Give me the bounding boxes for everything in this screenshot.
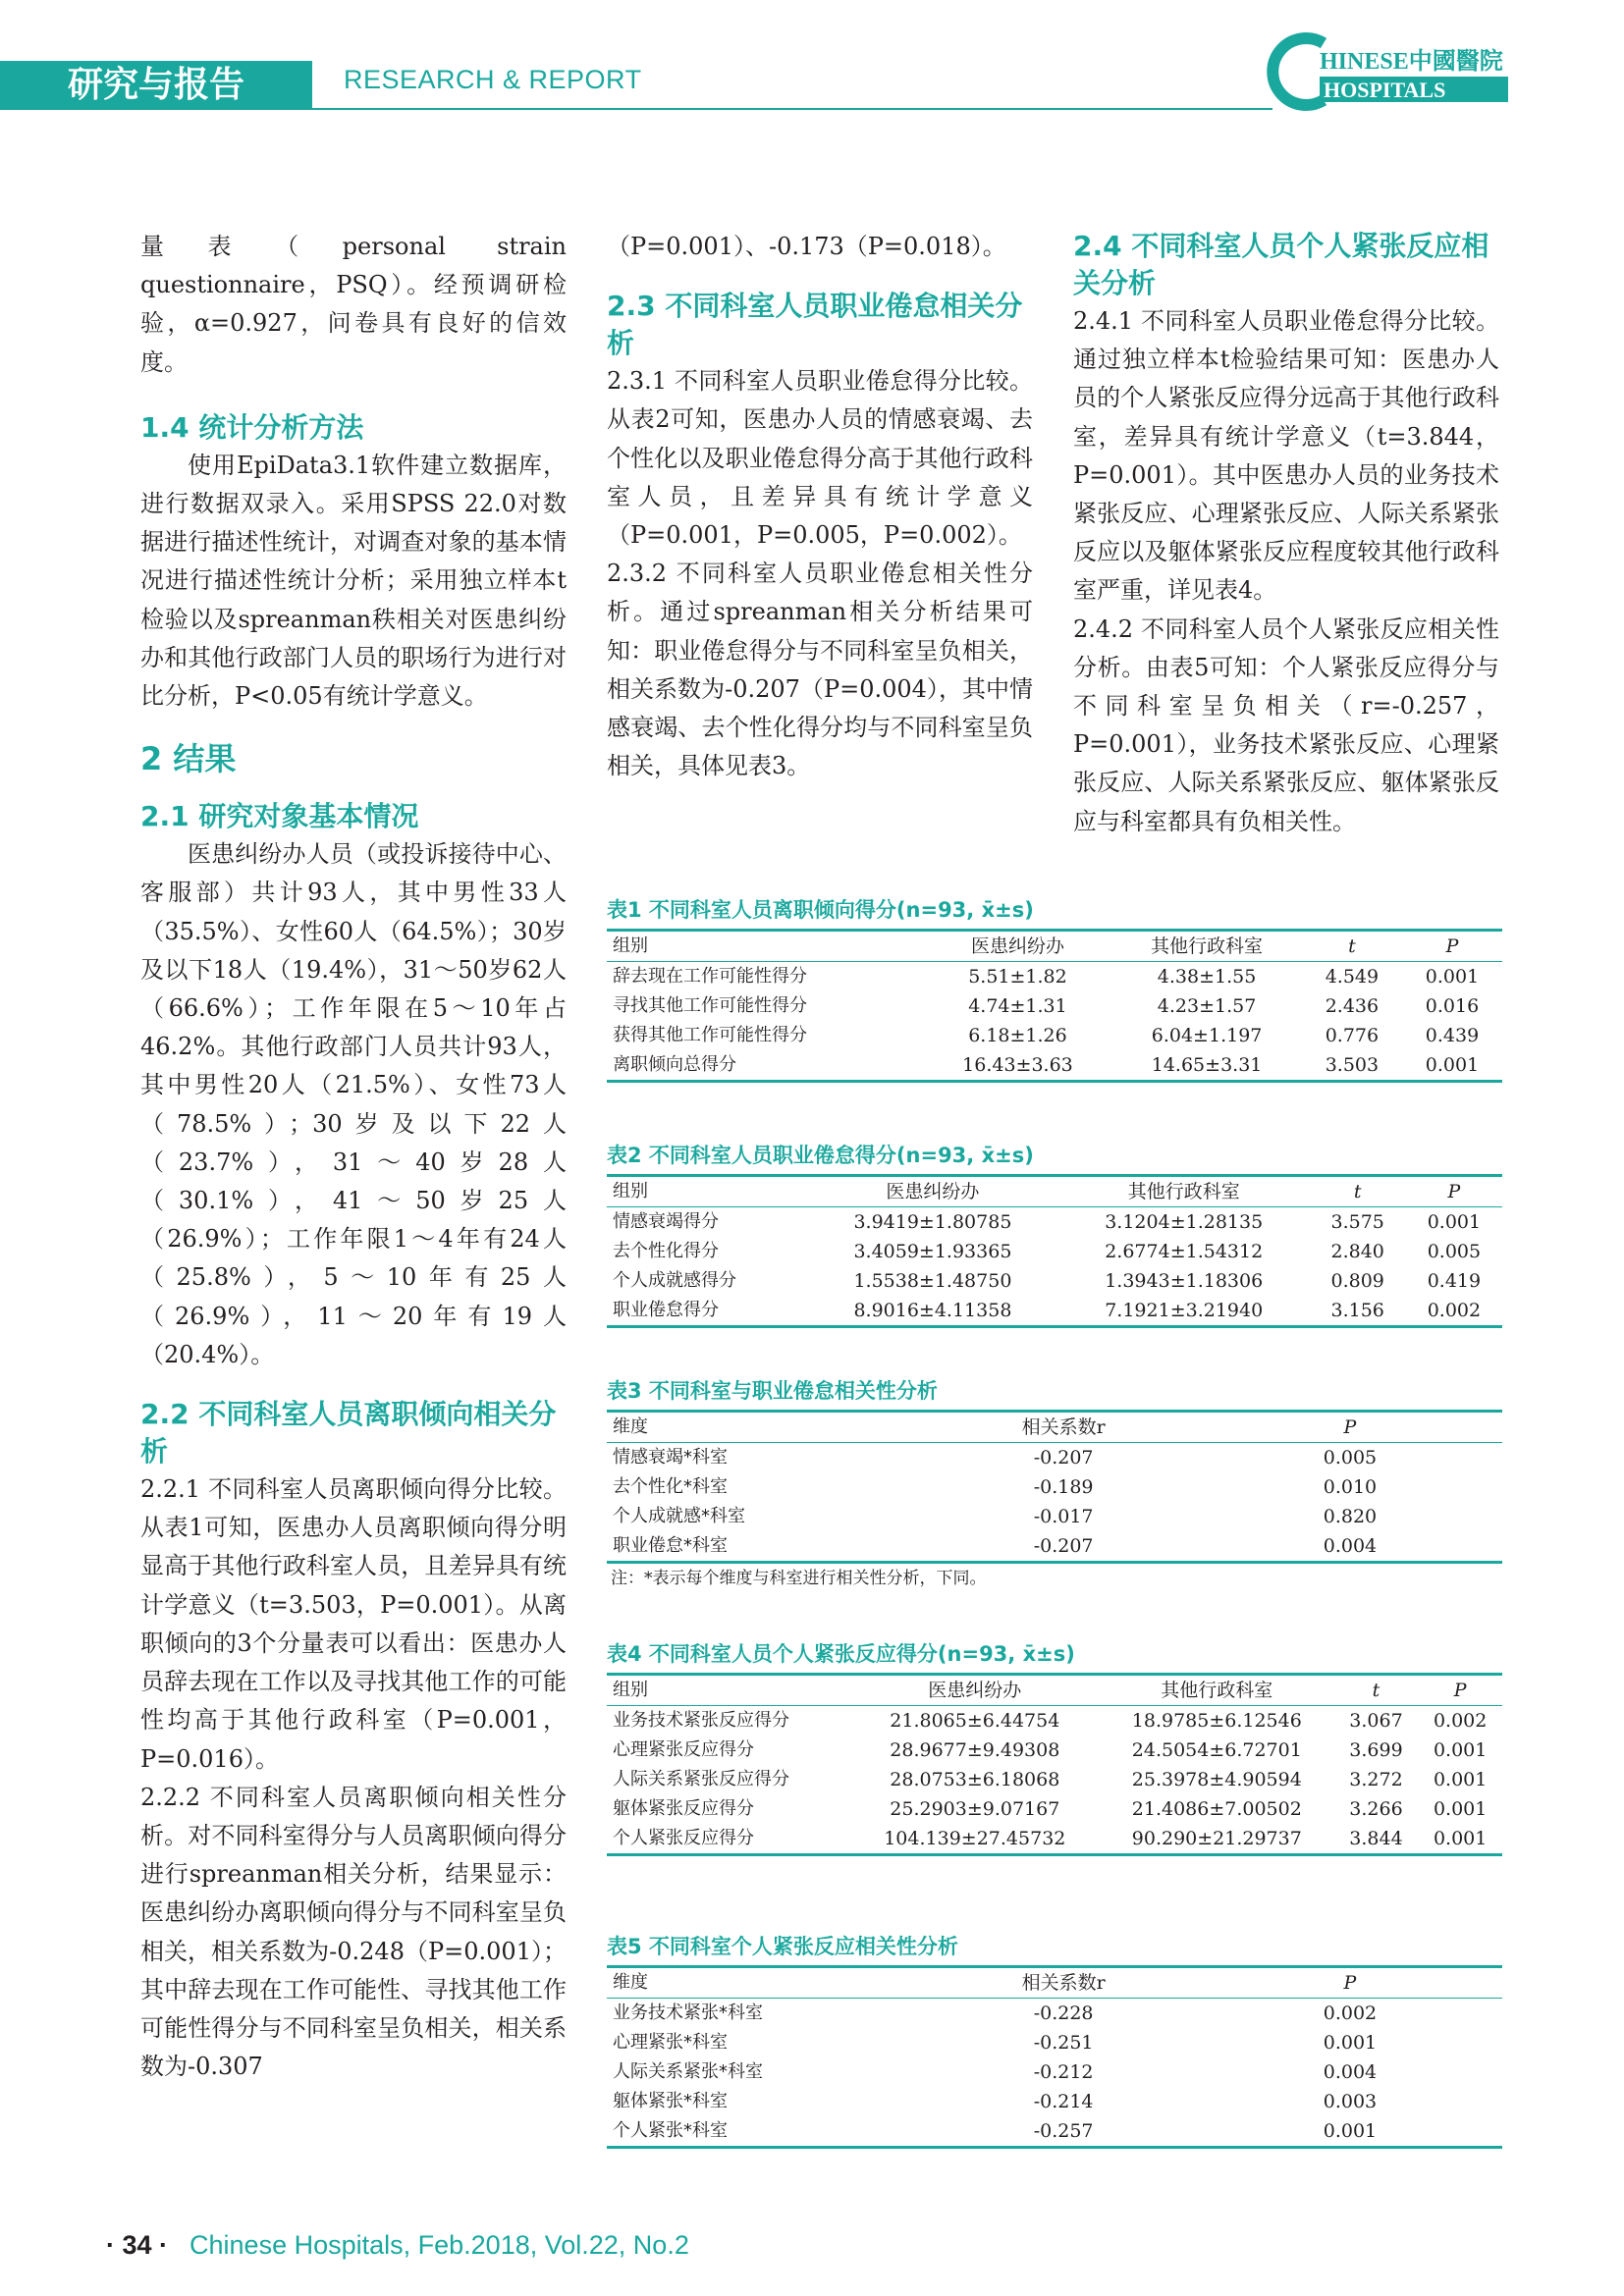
- table-cell: 0.419: [1427, 1270, 1482, 1292]
- table-cell: 2.6774±1.54312: [1105, 1241, 1264, 1262]
- table-cell: 躯体紧张*科室: [613, 2091, 728, 2111]
- column-header: 医患纠纷办: [886, 1181, 980, 1202]
- paragraph: （P=0.001）、-0.173（P=0.018）。: [607, 233, 1006, 260]
- table-cell: 个人紧张*科室: [613, 2120, 728, 2141]
- table-row: [607, 1502, 1502, 1531]
- table-cell: 0.820: [1323, 1506, 1378, 1527]
- column-header: 组别: [613, 1680, 648, 1700]
- table-cell: -0.017: [1033, 1506, 1094, 1527]
- table-title: 表4 不同科室人员个人紧张反应得分(n=93, x̄±s): [607, 1642, 1075, 1666]
- table-cell: 3.272: [1349, 1769, 1403, 1790]
- table-cell: 3.067: [1349, 1710, 1403, 1732]
- table-cell: 0.001: [1427, 1211, 1482, 1233]
- table-cell: 25.2903±9.07167: [890, 1798, 1060, 1820]
- column-header: 维度: [613, 1972, 648, 1993]
- table-cell: 2.436: [1325, 995, 1380, 1017]
- paragraph: 量表（personal strain questionnaire，PSQ）。经预调研检验，α=0.927，问卷具有良好的信效度。: [140, 233, 567, 376]
- table-cell: 3.156: [1330, 1300, 1384, 1321]
- table-cell: 辞去现在工作可能性得分: [613, 966, 807, 987]
- text-column-3: [1073, 228, 1499, 841]
- table-row: [607, 1472, 1502, 1502]
- table-5: [607, 1932, 1502, 2149]
- table-cell: 人际关系紧张反应得分: [613, 1769, 789, 1789]
- column-header: P: [1343, 1416, 1357, 1438]
- table-cell: -0.228: [1033, 2002, 1094, 2024]
- table-cell: 去个性化得分: [613, 1241, 719, 1261]
- column-header: P: [1343, 1972, 1357, 1994]
- table-cell: 3.1204±1.28135: [1105, 1211, 1264, 1233]
- table-cell: 3.575: [1330, 1211, 1384, 1233]
- table-cell: 0.005: [1427, 1241, 1482, 1262]
- paragraph: 2.2.2 不同科室人员离职倾向相关性分析。对不同科室得分与人员离职倾向得分进行spreanman相关分析，结果显示：医患纠纷办离职倾向得分与不同科室呈负相关，相关系数为-0.248（P=0.001）；其中辞去现在工作可能性、寻找其他工作可能性得分与不同科室呈负相关，相关系数为-0.307: [140, 1783, 567, 2081]
- column-header: t: [1348, 935, 1356, 957]
- table-cell: 16.43±3.63: [962, 1054, 1073, 1076]
- table-cell: 24.5054±6.72701: [1131, 1739, 1302, 1761]
- paragraph: 2.3.2 不同科室人员职业倦怠相关性分析。通过spreanman相关分析结果可知：职业倦怠得分与不同科室呈负相关，相关系数为-0.207（P=0.004），其中情感衰竭、去个性化得分均与不同科室呈负相关，具体见表3。: [607, 560, 1033, 780]
- table-cell: 离职倾向总得分: [613, 1054, 736, 1075]
- table-cell: 0.001: [1433, 1739, 1488, 1761]
- table-cell: 躯体紧张反应得分: [613, 1798, 754, 1819]
- journal-logo: [1267, 29, 1522, 112]
- table-row: [607, 1296, 1502, 1327]
- data-table: [607, 1965, 1502, 2149]
- table-cell: -0.251: [1033, 2032, 1094, 2054]
- section-english-title: RESEARCH & REPORT: [344, 65, 642, 94]
- column-header: P: [1445, 935, 1459, 957]
- table-cell: 心理紧张反应得分: [613, 1739, 754, 1760]
- table-cell: 去个性化*科室: [613, 1476, 728, 1497]
- paragraph: 2.4.2 不同科室人员个人紧张反应相关性分析。由表5可知：个人紧张反应得分与不同科室呈负相关（r=-0.257，P=0.001），业务技术紧张反应、心理紧张反应、人际关系紧张反应、躯体紧张反应与科室都具有负相关性。: [1073, 614, 1499, 835]
- paragraph: 2.3.1 不同科室人员职业倦怠得分比较。从表2可知，医患办人员的情感衰竭、去个性化以及职业倦怠得分高于其他行政科室人员，且差异具有统计学意义（P=0.001，P=0.005，P=0.002）。: [607, 367, 1033, 550]
- table-row: [607, 2028, 1502, 2057]
- table-cell: 个人成就感*科室: [613, 1506, 745, 1526]
- table-cell: 情感衰竭得分: [613, 1211, 719, 1232]
- table-title: 表5 不同科室个人紧张反应相关性分析: [607, 1935, 958, 1958]
- table-cell: 0.016: [1425, 995, 1480, 1017]
- table-cell: 1.5538±1.48750: [853, 1270, 1012, 1292]
- table-row: [607, 1266, 1502, 1296]
- table-cell: 0.001: [1433, 1798, 1488, 1820]
- column-header: t: [1372, 1680, 1380, 1701]
- table-cell: -0.257: [1033, 2120, 1094, 2142]
- section-heading-2-4: 2.4 不同科室人员个人紧张反应相关分析: [1073, 230, 1489, 299]
- table-cell: 28.9677±9.49308: [890, 1739, 1060, 1761]
- table-row: [607, 1794, 1502, 1824]
- table-cell: 个人紧张反应得分: [613, 1828, 754, 1848]
- table-cell: 3.266: [1349, 1798, 1403, 1820]
- table-cell: 人际关系紧张*科室: [613, 2061, 763, 2082]
- table-cell: 0.001: [1433, 1828, 1488, 1849]
- table-row: [607, 1443, 1502, 1473]
- header-rule: [312, 108, 1272, 110]
- table-cell: 情感衰竭*科室: [613, 1447, 728, 1468]
- section-heading-2: 2 结果: [140, 740, 237, 778]
- table-cell: 0.001: [1425, 966, 1480, 988]
- logo-wordmark-top: HINESE中國醫院: [1320, 49, 1503, 75]
- table-cell: 0.001: [1323, 2120, 1378, 2142]
- table-cell: 25.3978±4.90594: [1131, 1769, 1302, 1790]
- table-row: [607, 1824, 1502, 1855]
- table-row: [607, 1207, 1502, 1238]
- table-cell: 0.002: [1433, 1710, 1488, 1732]
- table-3: [607, 1376, 1502, 1591]
- table-cell: -0.214: [1033, 2091, 1094, 2112]
- page-footer: [106, 2230, 689, 2261]
- table-cell: 21.8065±6.44754: [890, 1710, 1060, 1732]
- data-table: [607, 929, 1502, 1083]
- table-title: 表1 不同科室人员离职倾向得分(n=93, x̄±s): [607, 898, 1034, 922]
- table-cell: 104.139±27.45732: [884, 1828, 1066, 1849]
- table-cell: 0.004: [1323, 2061, 1378, 2083]
- table-row: [607, 1050, 1502, 1082]
- section-heading-2-1: 2.1 研究对象基本情况: [140, 800, 419, 833]
- table-cell: 4.38±1.55: [1157, 966, 1257, 988]
- table-cell: 3.9419±1.80785: [853, 1211, 1012, 1233]
- table-cell: 4.74±1.31: [968, 995, 1067, 1017]
- text-column-2: [607, 228, 1033, 785]
- paragraph: 使用EpiData3.1软件建立数据库，进行数据双录入。采用SPSS 22.0对数据进行描述性统计，对调查对象的基本情况进行描述性统计分析；采用独立样本t检验以及spreanman秩相关对医患纠纷办和其他行政部门人员的职场行为进行对比分析，P<0.05有统计学意义。: [140, 451, 567, 711]
- table-row: [607, 1237, 1502, 1266]
- table-title: 表3 不同科室与职业倦怠相关性分析: [607, 1379, 938, 1403]
- logo-wordmark-bottom: HOSPITALS: [1324, 78, 1446, 102]
- table-cell: 0.005: [1323, 1447, 1378, 1468]
- table-cell: 4.23±1.57: [1157, 995, 1257, 1017]
- column-header: P: [1453, 1680, 1467, 1701]
- paragraph: 2.4.1 不同科室人员职业倦怠得分比较。通过独立样本t检验结果可知：医患办人员的个人紧张反应得分远高于其他行政科室，差异具有统计学意义（t=3.844，P=0.001）。其中医患办人员的业务技术紧张反应、心理紧张反应、人际关系紧张反应以及躯体紧张反应程度较其他行政科室严重，详见表4。: [1073, 307, 1499, 605]
- table-cell: 5.51±1.82: [968, 966, 1067, 988]
- table-note: 注：*表示每个维度与科室进行相关性分析，下同。: [611, 1569, 987, 1588]
- table-row: [607, 2087, 1502, 2116]
- table-row: [607, 1021, 1502, 1050]
- page-number: · 34 ·: [106, 2230, 169, 2260]
- section-heading-2-3: 2.3 不同科室人员职业倦怠相关分析: [607, 290, 1023, 360]
- table-row: [607, 2116, 1502, 2148]
- table-cell: 0.002: [1427, 1300, 1482, 1321]
- table-row: [607, 1531, 1502, 1563]
- table-row: [607, 1765, 1502, 1794]
- table-cell: 0.004: [1323, 1535, 1378, 1557]
- column-header: 相关系数r: [1021, 1972, 1106, 1994]
- paragraph: 医患纠纷办人员（或投诉接待中心、客服部）共计93人，其中男性33人（35.5%）、女性60人（64.5%）；30岁及以下18人（19.4%），31～50岁62人（66.6%）；工作年限在5～10年占46.2%。其他行政部门人员共计93人，其中男性20人（21.5%）、女性73人（78.5%）；30岁及以下22人（23.7%），31～40岁28人（30.1%），41～50岁25人（26.9%）；工作年限1～4年有24人（25.8%），5～10年有25人（26.9%），11～20年有19人（20.4%）。: [140, 840, 567, 1368]
- data-table: [607, 1174, 1502, 1328]
- table-cell: -0.207: [1033, 1535, 1094, 1557]
- table-cell: 28.0753±6.18068: [890, 1769, 1060, 1790]
- data-table: [607, 1673, 1502, 1856]
- table-cell: 3.4059±1.93365: [853, 1241, 1012, 1262]
- column-header: 维度: [613, 1416, 648, 1437]
- table-cell: 0.809: [1330, 1270, 1384, 1292]
- table-cell: 个人成就感得分: [613, 1270, 736, 1291]
- table-row: [607, 962, 1502, 992]
- column-header: 医患纠纷办: [970, 935, 1064, 957]
- table-title: 表2 不同科室人员职业倦怠得分(n=93, x̄±s): [607, 1144, 1034, 1167]
- column-header: 其他行政科室: [1161, 1680, 1273, 1701]
- table-cell: -0.189: [1033, 1476, 1094, 1498]
- table-cell: 0.001: [1425, 1054, 1480, 1076]
- data-table: [607, 1410, 1502, 1564]
- table-cell: 0.001: [1433, 1769, 1488, 1790]
- table-row: [607, 2057, 1502, 2087]
- table-cell: 7.1921±3.21940: [1105, 1300, 1264, 1321]
- table-row: [607, 991, 1502, 1021]
- table-cell: 职业倦怠得分: [613, 1300, 719, 1320]
- column-header: t: [1353, 1181, 1362, 1202]
- table-cell: 4.549: [1325, 966, 1380, 988]
- table-cell: 0.776: [1325, 1025, 1380, 1046]
- table-cell: 职业倦怠*科室: [613, 1535, 728, 1556]
- table-cell: 0.010: [1323, 1476, 1378, 1498]
- column-header: P: [1447, 1181, 1461, 1202]
- section-heading-1-4: 1.4 统计分析方法: [140, 410, 364, 444]
- table-cell: -0.212: [1033, 2061, 1094, 2083]
- table-cell: 寻找其他工作可能性得分: [613, 995, 807, 1016]
- section-heading-2-2: 2.2 不同科室人员离职倾向相关分析: [140, 1398, 557, 1468]
- table-cell: 0.002: [1323, 2002, 1378, 2024]
- paragraph: 2.2.1 不同科室人员离职倾向得分比较。从表1可知，医患办人员离职倾向得分明显高于其他行政科室人员，且差异具有统计学意义（t=3.503，P=0.001）。从离职倾向的3个分量表可以看出：医患办人员辞去现在工作以及寻找其他工作的可能性均高于其他行政科室（P=0.001，P=0.016）。: [140, 1475, 567, 1773]
- table-cell: 业务技术紧张*科室: [613, 2002, 763, 2023]
- table-cell: 1.3943±1.18306: [1105, 1270, 1264, 1292]
- table-cell: 18.9785±6.12546: [1131, 1710, 1302, 1732]
- table-cell: 14.65±3.31: [1151, 1054, 1263, 1076]
- table-cell: 90.290±21.29737: [1131, 1828, 1302, 1849]
- table-cell: 0.001: [1323, 2032, 1378, 2054]
- table-cell: 3.699: [1349, 1739, 1403, 1761]
- table-1: [607, 895, 1502, 1083]
- column-header: 医患纠纷办: [928, 1680, 1022, 1701]
- column-header: 相关系数r: [1021, 1416, 1106, 1438]
- table-cell: 3.503: [1325, 1054, 1380, 1076]
- column-header: 组别: [613, 1181, 648, 1201]
- table-cell: 业务技术紧张反应得分: [613, 1710, 789, 1731]
- section-band: 研究与报告: [0, 61, 312, 110]
- table-cell: 0.003: [1323, 2091, 1378, 2112]
- table-cell: 0.439: [1425, 1025, 1480, 1046]
- column-header: 组别: [613, 935, 648, 956]
- text-column-1: [140, 228, 567, 2086]
- table-row: [607, 1735, 1502, 1765]
- table-cell: 心理紧张*科室: [613, 2032, 728, 2053]
- table-cell: 6.04±1.197: [1151, 1025, 1263, 1046]
- table-cell: 21.4086±7.00502: [1131, 1798, 1302, 1820]
- table-cell: 8.9016±4.11358: [853, 1300, 1012, 1321]
- table-cell: 6.18±1.26: [968, 1025, 1067, 1046]
- table-cell: 2.840: [1330, 1241, 1384, 1262]
- table-cell: 获得其他工作可能性得分: [613, 1025, 807, 1045]
- table-cell: -0.207: [1033, 1447, 1094, 1468]
- table-2: [607, 1141, 1502, 1328]
- table-row: [607, 1999, 1502, 2029]
- column-header: 其他行政科室: [1151, 935, 1264, 957]
- column-header: 其他行政科室: [1127, 1181, 1240, 1202]
- table-row: [607, 1706, 1502, 1736]
- table-4: [607, 1639, 1502, 1856]
- table-cell: 3.844: [1349, 1828, 1403, 1849]
- journal-citation: Chinese Hospitals, Feb.2018, Vol.22, No.2: [189, 2230, 689, 2260]
